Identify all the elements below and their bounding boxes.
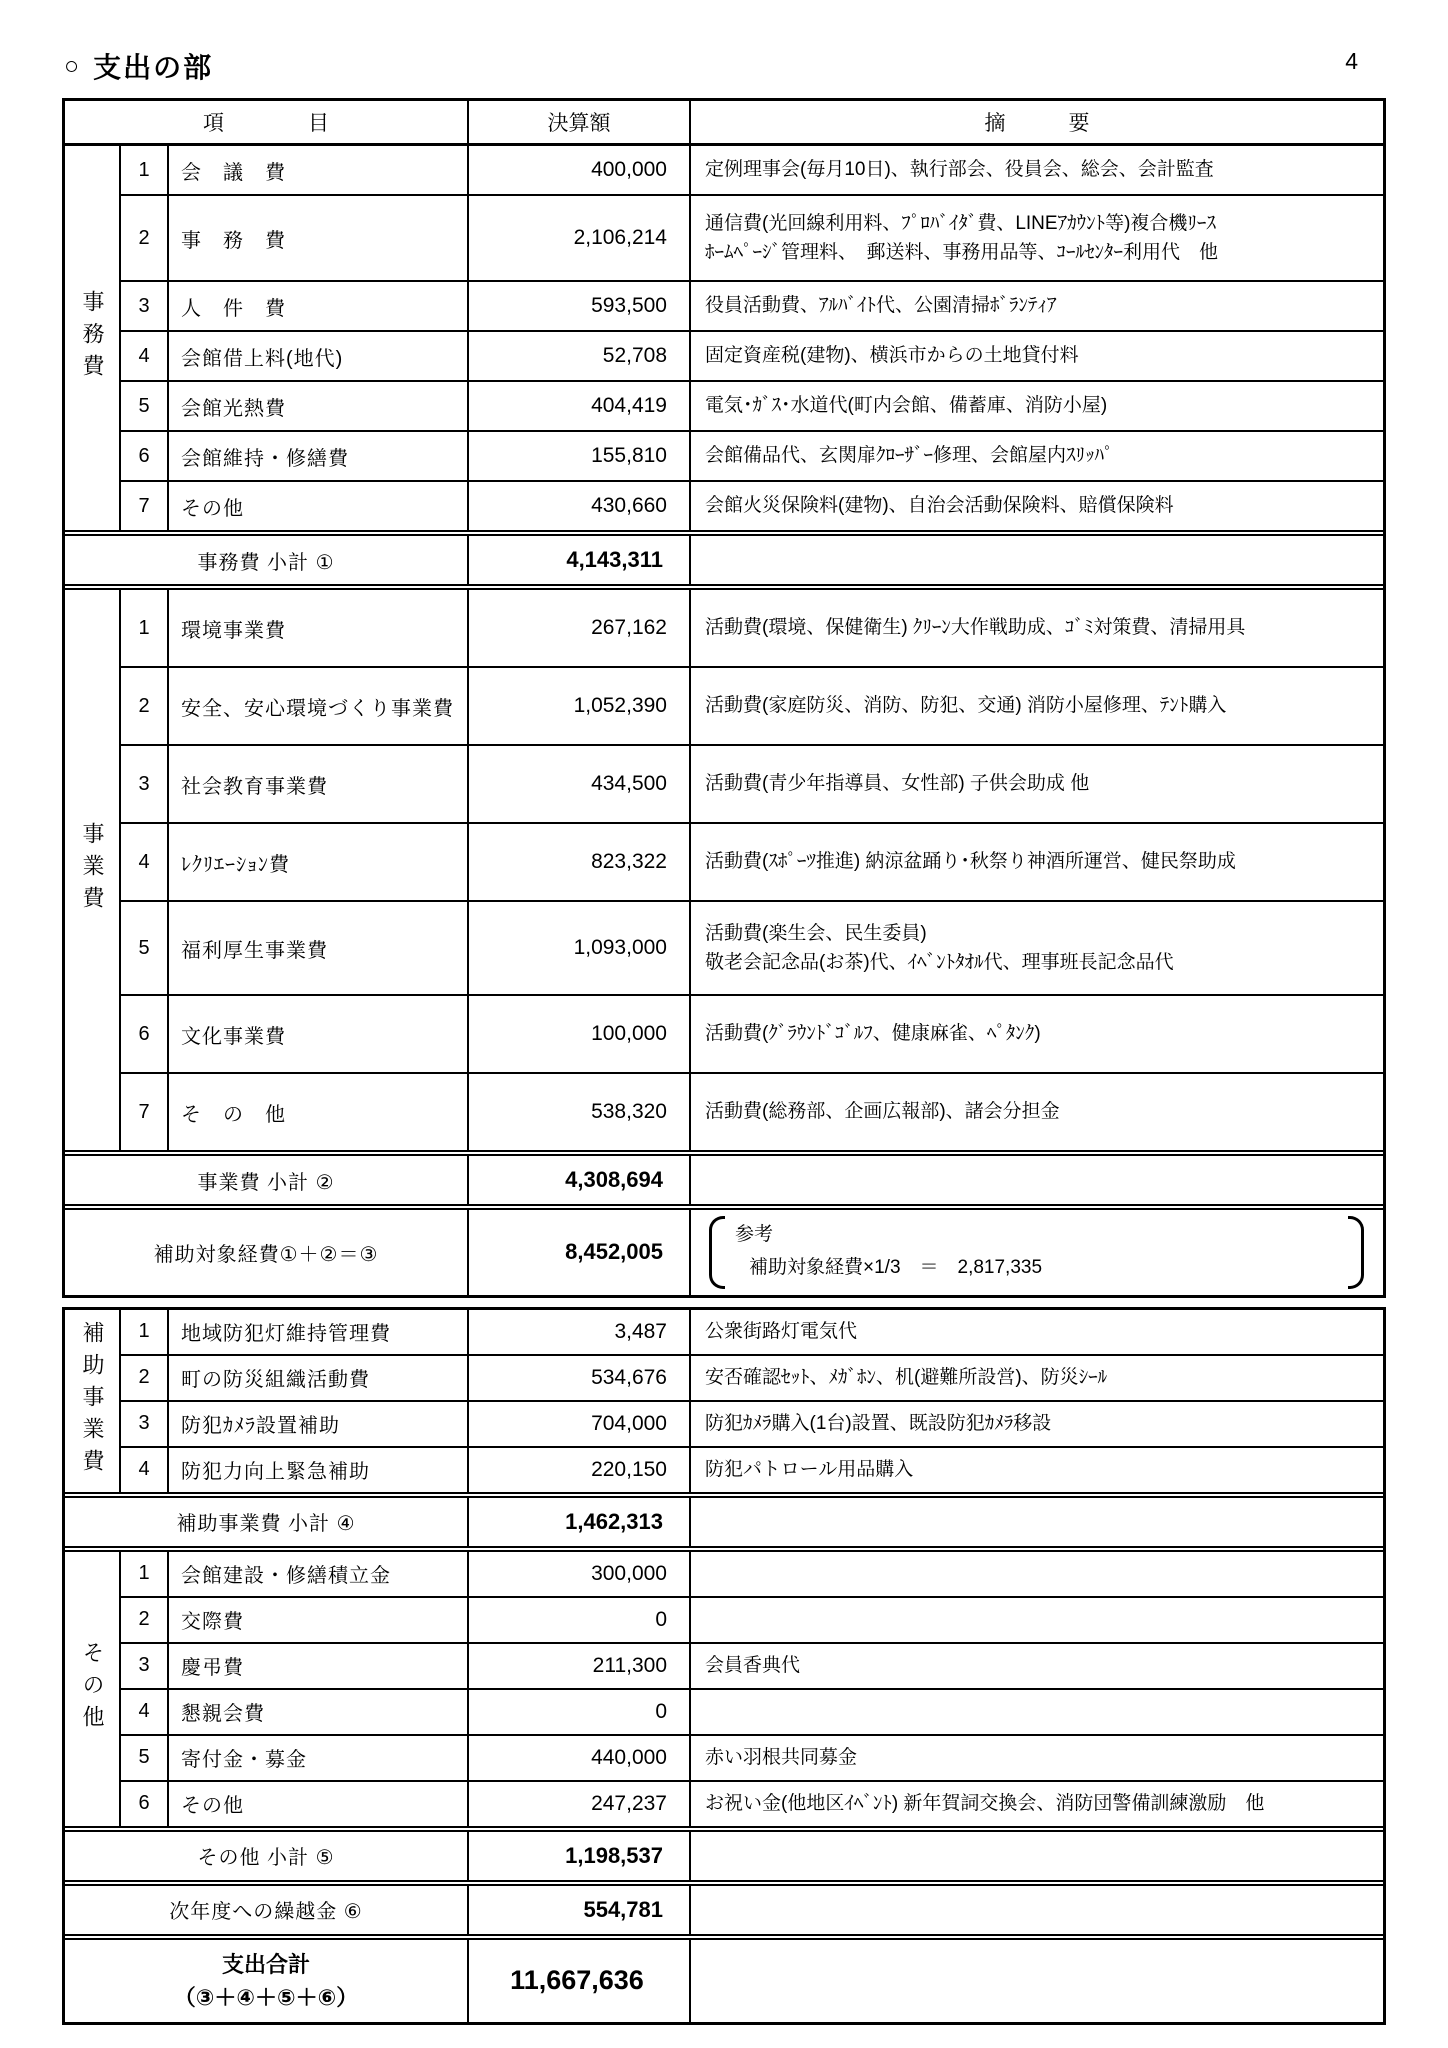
- remark-text: 役員活動費、ｱﾙﾊﾞｲﾄ代、公園清掃ﾎﾞﾗﾝﾃｨｱ: [705, 295, 1057, 317]
- group-label: 事務費: [80, 290, 105, 386]
- row-number: 5: [121, 902, 169, 994]
- row-number: 2: [121, 668, 169, 744]
- item-name: 交際費: [169, 1598, 469, 1642]
- amount-value: 2,106,214: [469, 196, 691, 280]
- item-name: 町の防災組織活動費: [169, 1356, 469, 1400]
- expenditure-table-lower: [62, 1307, 1386, 2025]
- subtotal-label: 事務費 小計 ①: [65, 536, 469, 584]
- subtotal-row-office: [65, 530, 1383, 590]
- table-row: [121, 282, 1383, 332]
- item-name: 防犯ｶﾒﾗ設置補助: [169, 1402, 469, 1446]
- amount-value: 538,320: [469, 1074, 691, 1150]
- item-name: 会館光熱費: [169, 382, 469, 430]
- remark-cell: [691, 536, 1383, 584]
- amount-value: 267,162: [469, 590, 691, 666]
- page-number: 4: [1345, 48, 1358, 74]
- amount-value: 440,000: [469, 1736, 691, 1780]
- row-number: 6: [121, 996, 169, 1072]
- remark-text: 活動費(ｸﾞﾗｳﾝﾄﾞｺﾞﾙﾌ、健康麻雀、ﾍﾟﾀﾝｸ): [705, 1023, 1041, 1045]
- subtotal-row-project: [65, 1150, 1383, 1210]
- title-row: [64, 46, 1386, 86]
- group-label: 事業費: [80, 822, 105, 918]
- subsidy-eligible-total-row: [65, 1210, 1383, 1295]
- grand-total-amount: 11,667,636: [469, 1940, 691, 2022]
- remark-cell: [691, 1210, 1383, 1295]
- table-row: [121, 196, 1383, 282]
- reference-content: [725, 1216, 1348, 1289]
- table-row: [121, 1074, 1383, 1150]
- section-project-expenses: [65, 590, 1383, 1150]
- subtotal-amount: 4,308,694: [469, 1156, 691, 1204]
- remark-cell: [691, 668, 1383, 744]
- remark-cell: [691, 1402, 1383, 1446]
- group-cell: [65, 1552, 121, 1826]
- row-number: 3: [121, 746, 169, 822]
- table-row: [121, 1356, 1383, 1402]
- remark-cell: [691, 432, 1383, 480]
- remark-cell: [691, 1498, 1383, 1546]
- section-subsidized-projects: [65, 1310, 1383, 1492]
- table-row: [121, 482, 1383, 530]
- table-row: [121, 1448, 1383, 1492]
- table-row: [121, 1598, 1383, 1644]
- amount-value: 404,419: [469, 382, 691, 430]
- amount-value: 400,000: [469, 146, 691, 194]
- section-rows: [121, 1310, 1383, 1492]
- remark-cell: [691, 1448, 1383, 1492]
- table-row: [121, 1402, 1383, 1448]
- section-office-expenses: [65, 146, 1383, 530]
- column-header-amount: 決算額: [469, 101, 691, 143]
- amount-value: 247,237: [469, 1782, 691, 1826]
- remark-text: 電気･ｶﾞｽ･水道代(町内会館、備蓄庫、消防小屋): [705, 395, 1108, 417]
- amount-value: 52,708: [469, 332, 691, 380]
- table-row: [121, 746, 1383, 824]
- circle-marker-icon: ○: [64, 51, 80, 80]
- row-number: 1: [121, 1310, 169, 1354]
- item-name: 会館建設・修繕積立金: [169, 1552, 469, 1596]
- remark-text: 活動費(青少年指導員、女性部) 子供会助成 他: [705, 773, 1090, 795]
- item-name: 寄付金・募金: [169, 1736, 469, 1780]
- row-number: 3: [121, 1644, 169, 1688]
- row-number: 4: [121, 332, 169, 380]
- remark-cell: [691, 1886, 1383, 1934]
- reference-bracket-left-icon: [709, 1216, 725, 1289]
- section-others: [65, 1552, 1383, 1826]
- column-header-item: 項 目: [65, 101, 469, 143]
- row-number: 4: [121, 1448, 169, 1492]
- remark-text: 通信費(光回線利用料、ﾌﾟﾛﾊﾞｲﾀﾞ費、LINEｱｶｳﾝﾄ等)複合機ﾘｰｽ: [705, 212, 1216, 234]
- row-number: 2: [121, 1598, 169, 1642]
- amount-value: 1,052,390: [469, 668, 691, 744]
- amount-value: 300,000: [469, 1552, 691, 1596]
- row-number: 3: [121, 282, 169, 330]
- remark-cell: [691, 1644, 1383, 1688]
- subtotal-label: 事業費 小計 ②: [65, 1156, 469, 1204]
- amount-value: 220,150: [469, 1448, 691, 1492]
- remark-text: 公衆街路灯電気代: [705, 1321, 858, 1343]
- table-row: [121, 1782, 1383, 1826]
- remark-cell: [691, 1310, 1383, 1354]
- table-row: [121, 332, 1383, 382]
- table-row: [121, 382, 1383, 432]
- amount-value: 534,676: [469, 1356, 691, 1400]
- table-row: [121, 1736, 1383, 1782]
- table-row: [121, 668, 1383, 746]
- remark-text: お祝い金(他地区ｲﾍﾞﾝﾄ) 新年賀詞交換会、消防団警備訓練激励 他: [705, 1793, 1265, 1815]
- remark-text-line2: 敬老会記念品(お茶)代、ｲﾍﾞﾝﾄﾀｵﾙ代、理事班長記念品代: [705, 952, 1174, 973]
- subtotal-amount: 4,143,311: [469, 536, 691, 584]
- item-name: 防犯力向上緊急補助: [169, 1448, 469, 1492]
- remark-cell: [691, 996, 1383, 1072]
- subtotal-row-others: [65, 1826, 1383, 1886]
- amount-value: 1,093,000: [469, 902, 691, 994]
- remark-cell: [691, 1074, 1383, 1150]
- row-number: 1: [121, 590, 169, 666]
- subtotal-label: 補助事業費 小計 ④: [65, 1498, 469, 1546]
- remark-cell: [691, 1736, 1383, 1780]
- remark-cell: [691, 1690, 1383, 1734]
- item-name: 会 議 費: [169, 146, 469, 194]
- table-row: [121, 432, 1383, 482]
- table-header-row: [65, 101, 1383, 146]
- item-name: 会館維持・修繕費: [169, 432, 469, 480]
- remark-text: 活動費(環境、保健衛生) ｸﾘｰﾝ大作戦助成、ｺﾞﾐ対策費、清掃用具: [705, 617, 1246, 639]
- section-rows: [121, 590, 1383, 1150]
- remark-text: 定例理事会(毎月10日)、執行部会、役員会、総会、会計監査: [705, 159, 1214, 181]
- remark-cell: [691, 1782, 1383, 1826]
- item-name: その他: [169, 482, 469, 530]
- item-name: 社会教育事業費: [169, 746, 469, 822]
- row-number: 7: [121, 1074, 169, 1150]
- grand-total-label: [65, 1940, 469, 2022]
- page-title: 支出の部: [93, 52, 214, 83]
- remark-text: 活動費(家庭防災、消防、防犯、交通) 消防小屋修理、ﾃﾝﾄ購入: [705, 695, 1227, 717]
- item-name: 安全、安心環境づくり事業費: [169, 668, 469, 744]
- item-name: 事 務 費: [169, 196, 469, 280]
- remark-cell: [691, 1832, 1383, 1880]
- table-row: [121, 902, 1383, 996]
- row-number: 6: [121, 1782, 169, 1826]
- item-name: 環境事業費: [169, 590, 469, 666]
- remark-text: 会館備品代、玄関扉ｸﾛｰｻﾞｰ修理、会館屋内ｽﾘｯﾊﾟ: [705, 445, 1114, 467]
- item-name: 会館借上料(地代): [169, 332, 469, 380]
- remark-cell: [691, 482, 1383, 530]
- item-name: 人 件 費: [169, 282, 469, 330]
- subtotal-amount: 1,462,313: [469, 1498, 691, 1546]
- remark-cell: [691, 282, 1383, 330]
- amount-value: 430,660: [469, 482, 691, 530]
- row-number: 7: [121, 482, 169, 530]
- section-rows: [121, 1552, 1383, 1826]
- row-number: 6: [121, 432, 169, 480]
- item-name: 慶弔費: [169, 1644, 469, 1688]
- table-row: [121, 146, 1383, 196]
- remark-text: 赤い羽根共同募金: [705, 1747, 858, 1769]
- amount-value: 593,500: [469, 282, 691, 330]
- table-row: [121, 590, 1383, 668]
- item-name: 懇親会費: [169, 1690, 469, 1734]
- remark-text: 活動費(総務部、企画広報部)、諸会分担金: [705, 1101, 1060, 1123]
- remark-cell: [691, 1156, 1383, 1204]
- carryover-row: [65, 1886, 1383, 1940]
- row-number: 2: [121, 196, 169, 280]
- row-number: 4: [121, 824, 169, 900]
- remark-cell: [691, 824, 1383, 900]
- amount-value: 3,487: [469, 1310, 691, 1354]
- carryover-label: 次年度への繰越金 ⑥: [65, 1886, 469, 1934]
- table-row: [121, 1310, 1383, 1356]
- group-cell: [65, 1310, 121, 1492]
- remark-cell: [691, 1940, 1383, 2022]
- row-number: 1: [121, 146, 169, 194]
- row-number: 4: [121, 1690, 169, 1734]
- row-number: 1: [121, 1552, 169, 1596]
- group-cell: [65, 146, 121, 530]
- section-rows: [121, 146, 1383, 530]
- row-number: 3: [121, 1402, 169, 1446]
- remark-text: 会館火災保険料(建物)、自治会活動保険料、賠償保険料: [705, 495, 1174, 517]
- remark-cell: [691, 1552, 1383, 1596]
- amount-value: 823,322: [469, 824, 691, 900]
- row-number: 5: [121, 1736, 169, 1780]
- remark-text-line2: ﾎｰﾑﾍﾟｰｼﾞ管理料、 郵送料、事務用品等、ｺｰﾙｾﾝﾀｰ利用代 他: [705, 242, 1219, 263]
- amount-value: 155,810: [469, 432, 691, 480]
- remark-cell: [691, 146, 1383, 194]
- item-name: 福利厚生事業費: [169, 902, 469, 994]
- table-row: [121, 824, 1383, 902]
- remark-text: 会員香典代: [705, 1655, 801, 1677]
- subtotal-amount: 1,198,537: [469, 1832, 691, 1880]
- row-number: 2: [121, 1356, 169, 1400]
- reference-title: 参考: [735, 1224, 774, 1245]
- amount-value: 434,500: [469, 746, 691, 822]
- table-row: [121, 1644, 1383, 1690]
- subsidy-total-amount: 8,452,005: [469, 1210, 691, 1295]
- remark-text: 固定資産税(建物)、横浜市からの土地貸付料: [705, 345, 1079, 367]
- subtotal-label: その他 小計 ⑤: [65, 1832, 469, 1880]
- remark-text: 防犯ｶﾒﾗ購入(1台)設置、既設防犯ｶﾒﾗ移設: [705, 1413, 1052, 1435]
- remark-text: 活動費(ｽﾎﾟｰﾂ推進) 納涼盆踊り･秋祭り神酒所運営、健民祭助成: [705, 851, 1236, 873]
- amount-value: 100,000: [469, 996, 691, 1072]
- remark-cell: [691, 382, 1383, 430]
- reference-note: [709, 1216, 1364, 1289]
- item-name: 文化事業費: [169, 996, 469, 1072]
- amount-value: 211,300: [469, 1644, 691, 1688]
- remark-cell: [691, 332, 1383, 380]
- group-label: 補助事業費: [80, 1320, 105, 1481]
- grand-total-row: [65, 1940, 1383, 2022]
- group-cell: [65, 590, 121, 1150]
- item-name: 地域防犯灯維持管理費: [169, 1310, 469, 1354]
- item-name: その他: [169, 1782, 469, 1826]
- grand-total-label-line2: （③＋④＋⑤＋⑥）: [173, 1984, 359, 2010]
- item-name: ﾚｸﾘｴｰｼｮﾝ費: [169, 824, 469, 900]
- remark-cell: [691, 746, 1383, 822]
- amount-value: 0: [469, 1690, 691, 1734]
- column-header-remark: 摘 要: [984, 112, 1090, 135]
- table-row: [121, 996, 1383, 1074]
- remark-text: 防犯パトロール用品購入: [705, 1459, 914, 1481]
- carryover-amount: 554,781: [469, 1886, 691, 1934]
- amount-value: 704,000: [469, 1402, 691, 1446]
- grand-total-label-line1: 支出合計: [221, 1951, 310, 1977]
- subsidy-total-label: 補助対象経費①＋②＝③: [65, 1210, 469, 1295]
- item-name: そ の 他: [169, 1074, 469, 1150]
- remark-cell: [691, 1598, 1383, 1642]
- group-label: その他: [80, 1640, 105, 1737]
- remark-cell: [691, 902, 1383, 994]
- remark-cell: [691, 590, 1383, 666]
- remark-cell: [691, 196, 1383, 280]
- remark-text: 活動費(楽生会、民生委員): [705, 922, 927, 944]
- reference-formula: 補助対象経費×1/3 ＝ 2,817,335: [749, 1257, 1043, 1279]
- expenditure-table-upper: [62, 98, 1386, 1298]
- remark-cell: [691, 1356, 1383, 1400]
- amount-value: 0: [469, 1598, 691, 1642]
- reference-bracket-right-icon: [1348, 1216, 1364, 1289]
- remark-text: 安否確認ｾｯﾄ、ﾒｶﾞﾎﾝ、机(避難所設営)、防災ｼｰﾙ: [705, 1367, 1108, 1389]
- subtotal-row-subsidized: [65, 1492, 1383, 1552]
- row-number: 5: [121, 382, 169, 430]
- table-row: [121, 1690, 1383, 1736]
- table-row: [121, 1552, 1383, 1598]
